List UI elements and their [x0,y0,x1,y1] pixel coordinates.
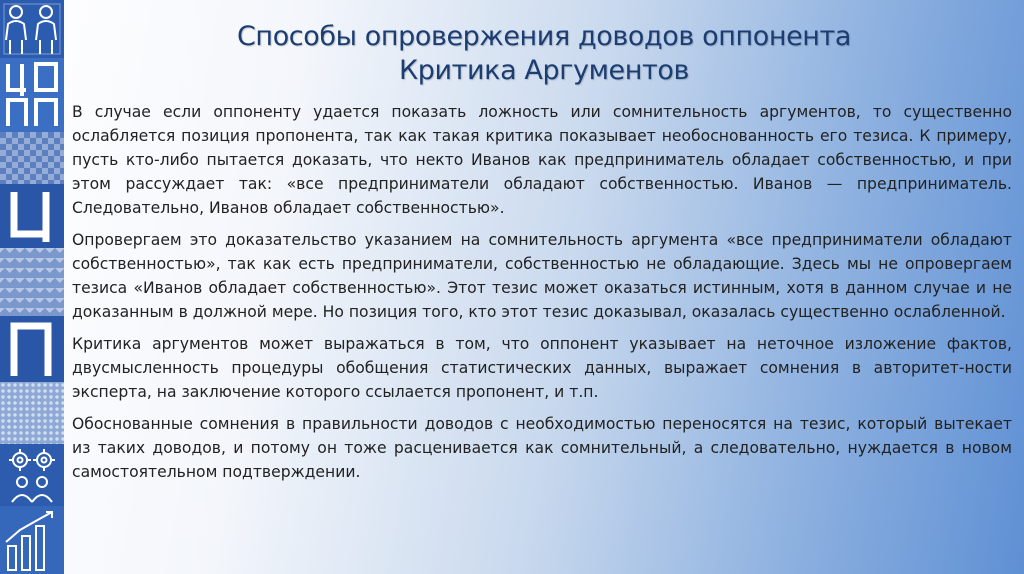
paragraph-4: Обоснованные сомнения в правильности доводов с необходимостью переносятся на тезис, который вытекает из таких доводов, и потому он тоже расценивается как сомнительный, а следовательно, нуждается в новом самостоятельном подтверждении. [72,415,1012,481]
pattern-tile-triangles [0,248,64,316]
logo-letters-tile [0,58,64,132]
pattern-tile-dots [0,382,64,444]
people-icon [0,0,64,58]
gears-icon [0,444,64,506]
letter-c-tile [0,184,64,248]
pattern-tile-diamonds [0,132,64,184]
paragraph-1: В случае если оппоненту удается показать ложность или сомнительность аргументов, то существенно ослабляется позиция пропонента, так как такая критика показывает необоснованность его тезиса. К примеру, пусть кто-либо пытается доказать, что некто Иванов как предприниматель обладает собственностью, и при этом рассуждает так: «все предприниматели обладают собственностью. Иванов — предприниматель. Следовательно, Иванов обладает собственностью». [72,103,1012,217]
chart-tile [0,506,64,574]
paragraph-3: Критика аргументов может выражаться в том, что оппонент указывает на неточное изложение фактов, двусмысленность процедуры обобщения статистических данных, выражает сомнения в авторитет-ности эксперта, на заключение которого ссылается пропонент, и т.п. [72,335,1012,401]
chart-icon [0,506,64,574]
decorative-sidebar [0,0,64,574]
title-line-1: Способы опровержения доводов оппонента [236,21,852,52]
slide-title [64,20,1024,88]
people-tile [0,0,64,58]
letter-p-tile [0,316,64,382]
letter-c-glyph [0,184,64,248]
slide-body [72,100,1012,492]
paragraph-2: Опровергаем это доказательство указанием на сомнительность аргумента «все предприниматели обладают собственностью», так как есть предприниматели, собственностью не обладающие. Здесь мы не опровергаем тезиса «Иванов обладает собственностью». Этот тезис может оказаться истинным, хотя в данном случае и не доказанным в должной мере. Но позиция того, кто этот тезис доказывал, оказалась существенно ослабленной. [72,231,1012,321]
cpp-logo [0,58,64,132]
title-line-2: Критика Аргументов [399,55,689,86]
letter-p-glyph [0,316,64,382]
gears-tile [0,444,64,506]
